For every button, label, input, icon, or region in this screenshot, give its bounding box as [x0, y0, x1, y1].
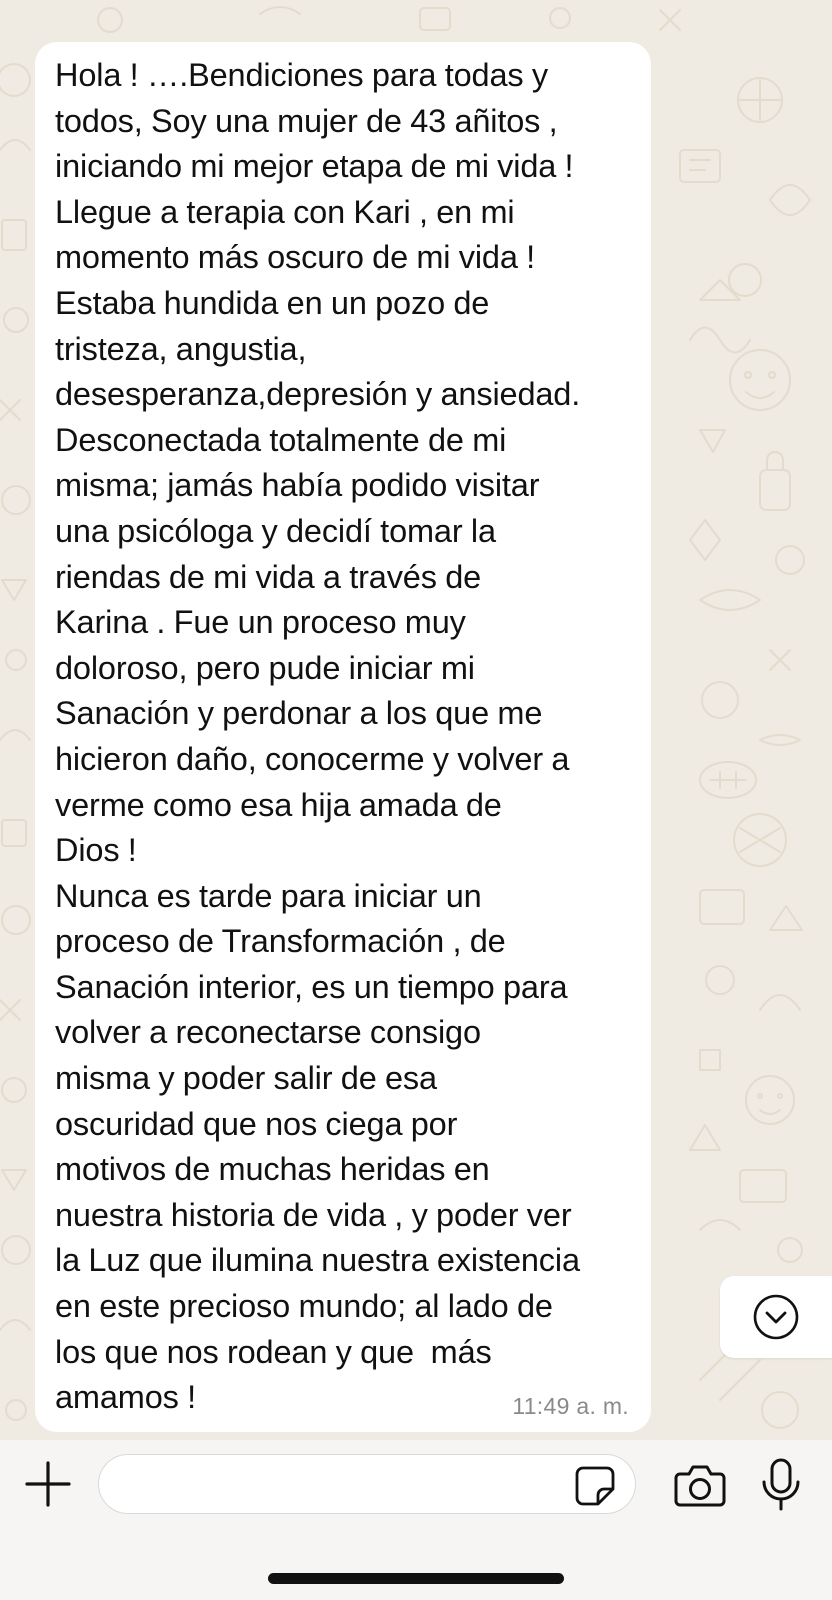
plus-icon	[24, 1460, 72, 1508]
message-input[interactable]	[98, 1454, 636, 1514]
message-bubble[interactable]	[35, 42, 651, 1432]
sticker-icon	[574, 1465, 616, 1507]
camera-button[interactable]	[674, 1462, 726, 1508]
home-indicator	[268, 1573, 564, 1584]
attach-button[interactable]	[24, 1460, 72, 1508]
microphone-icon	[760, 1458, 802, 1512]
scroll-to-bottom-button[interactable]	[720, 1276, 832, 1358]
microphone-button[interactable]	[760, 1458, 802, 1512]
message-timestamp: 11:49 a. m.	[512, 1393, 629, 1419]
message-text: Hola ! ….Bendiciones para todas y todos, Soy una mujer de 43 añitos , iniciando mi mejor etapa de mi vida ! Llegue a terapia con Kari , en mi momento más oscuro de mi vida ! Estaba hundida en un pozo de tristeza, angustia, desesperanza,depresión y ansiedad. Desconectada totalmente de mi misma; jamás había podido visitar una psicóloga y decidí tomar la riendas de mi vida a través de Karina . Fue un proceso muy doloroso, pero pude iniciar mi Sanación y perdonar a los que me hicieron daño, conocerme y volver a verme como esa hija amada de Dios ! Nunca es tarde para iniciar un proceso de Transformación , de Sanación interior, es un tiempo para volver a reconectarse consigo misma y poder salir de esa oscuridad que nos ciega por motivos de muchas heridas en nuestra historia de vida , y poder ver la Luz que ilumina nuestra existencia en este precioso mundo; al lado de los que nos rodean y que más amamos !	[55, 57, 581, 1416]
camera-icon	[674, 1462, 726, 1508]
chevron-down-circle-icon	[752, 1293, 800, 1341]
sticker-button[interactable]	[574, 1465, 616, 1507]
